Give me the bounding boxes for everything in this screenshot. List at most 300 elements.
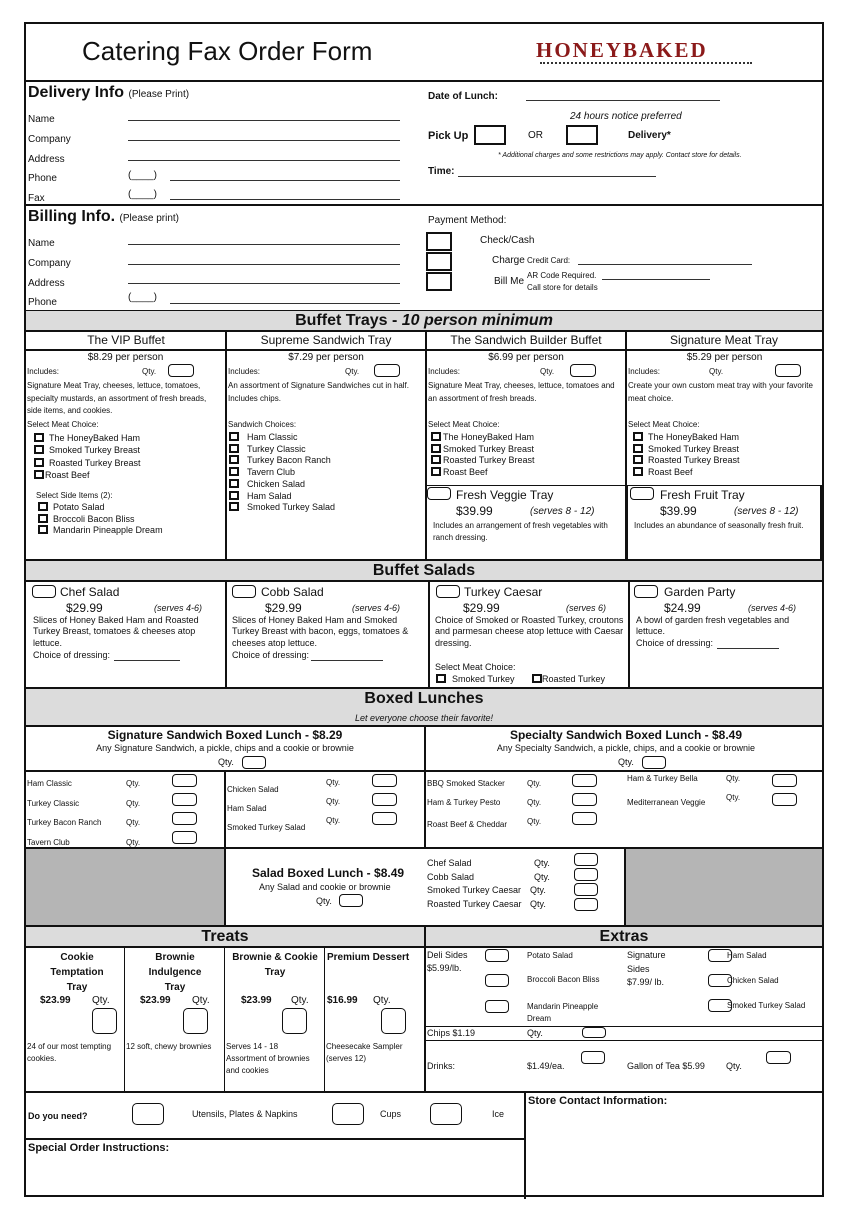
checkbox-icon[interactable]	[229, 491, 239, 500]
deli-item-label: Broccoli Bacon Bliss	[527, 975, 600, 984]
deli-label: Deli Sides	[427, 950, 468, 960]
order-form	[24, 22, 824, 1197]
meat-choice[interactable]: Roast Beef	[633, 467, 740, 479]
cobb-salad-description: Slices of Honey Baked Ham and Smoked Turkey Breast with bacon, eggs, tomatoes & cheeses atop lettuce.	[232, 615, 409, 648]
salad-boxed-panel	[226, 849, 624, 925]
checkbox-icon[interactable]	[34, 445, 44, 454]
broccoli-bacon-qty-input[interactable]	[485, 974, 509, 987]
qty-label: Qty.	[540, 367, 555, 376]
qty-label: Qty.	[530, 885, 546, 895]
meat-tray-meat-choices	[633, 432, 740, 479]
turkey-bacon-ranch-qty-input[interactable]	[172, 812, 197, 825]
salad-qty-labels	[534, 857, 550, 884]
brownie-tray-qty-input[interactable]	[183, 1008, 208, 1034]
billing-address-label: Address	[28, 277, 65, 289]
check-cash-label: Check/Cash	[480, 235, 535, 246]
qty-label: Qty.	[326, 816, 341, 825]
garden-party-serves: (serves 4-6)	[748, 603, 797, 613]
qty-label: Qty.	[618, 757, 634, 767]
qty-label: Qty.	[92, 995, 110, 1006]
signature-boxed-title: Signature Sandwich Boxed Lunch - $8.29	[107, 728, 343, 742]
meat-tray-description: Create your own custom meat tray with your favorite meat choice.	[628, 381, 813, 403]
qty-label: Qty.	[192, 995, 210, 1006]
roasted-caesar-boxed-qty[interactable]	[574, 898, 598, 911]
signature-meat-tray-panel	[627, 351, 822, 486]
delivery-phone-label: Phone	[28, 173, 57, 185]
signature-meat-tray-title: Signature Meat Tray	[669, 333, 779, 347]
premium-dessert-name: Premium Dessert	[327, 952, 410, 963]
honeybaked-logo: HONEYBAKED	[536, 38, 708, 62]
billing-company-input[interactable]	[128, 264, 400, 265]
delivery-name-input[interactable]	[128, 120, 400, 121]
qty-label: Qty.	[126, 818, 141, 827]
qty-label: Qty.	[709, 367, 724, 376]
turkey-classic-qty-input[interactable]	[172, 793, 197, 806]
cups-checkbox[interactable]	[332, 1103, 364, 1125]
supreme-sandwich-panel	[227, 351, 425, 559]
delivery-fax-label: Fax	[28, 193, 45, 205]
vip-description: Signature Meat Tray, cheeses, lettuce, tomatoes, specialty mustards, an assortment of fresh breads, side items, and cookies.	[27, 381, 207, 415]
vip-meat-label: Select Meat Choice:	[27, 420, 99, 429]
meat-tray-qty-input[interactable]	[775, 364, 801, 377]
brownie-tray-name: Brownie Indulgence Tray	[148, 952, 202, 993]
chips-qty-input[interactable]	[582, 1027, 606, 1038]
ham-salad-qty-input[interactable]	[372, 793, 397, 806]
date-of-lunch-input[interactable]	[526, 100, 720, 101]
checkbox-icon[interactable]	[34, 470, 44, 479]
call-store-text: Call store for details	[527, 283, 598, 292]
premium-dessert-price: $16.99	[327, 995, 358, 1006]
item-label: Chef Salad	[427, 858, 472, 868]
brownie-cookie-tray-description: Serves 14 - 18 Assortment of brownies and cookies	[226, 1042, 310, 1075]
includes-label: Includes:	[228, 367, 261, 376]
delivery-fields	[28, 110, 71, 209]
date-of-lunch-label: Date of Lunch:	[428, 91, 498, 102]
signature-boxed-qty-input[interactable]	[242, 756, 266, 769]
signature-price: $7.99/ lb.	[627, 977, 665, 987]
delivery-fax-input[interactable]	[170, 199, 400, 200]
sandwich-choice[interactable]: Turkey Bacon Ranch	[229, 455, 335, 467]
turkey-caesar-checkbox[interactable]	[436, 585, 460, 598]
cobb-salad-serves: (serves 4-6)	[352, 603, 401, 613]
garden-party-checkbox[interactable]	[634, 585, 658, 598]
supreme-description: An assortment of Signature Sandwiches cut in half. Includes chips.	[228, 381, 409, 403]
turkey-caesar-meat-label: Select Meat Choice:	[435, 662, 516, 672]
signature-items-right	[227, 780, 305, 837]
brownie-tray-description: 12 soft, chewy brownies	[126, 1042, 212, 1051]
qty-label: Qty.	[726, 1061, 742, 1071]
gray-filler-right	[626, 849, 822, 925]
checkbox-icon[interactable]	[431, 432, 441, 441]
specialty-boxed-description: Any Specialty Sandwich, a pickle, chips, and a cookie or brownie	[496, 743, 756, 753]
cobb-dressing-input[interactable]	[311, 660, 383, 661]
specialty-qty-labels-left	[527, 774, 541, 831]
chips-label: Chips $1.19	[427, 1028, 476, 1038]
checkbox-icon[interactable]	[229, 432, 239, 441]
item-label: Turkey Classic	[27, 798, 80, 808]
turkey-caesar-price: $29.99	[463, 601, 500, 615]
item-label: Chicken Salad	[227, 785, 279, 794]
cookie-tray-qty-input[interactable]	[92, 1008, 117, 1034]
meat-choice[interactable]: The HoneyBaked Ham	[431, 432, 535, 444]
checkbox-icon[interactable]	[633, 444, 643, 453]
delivery-title: Delivery Info (Please Print)	[28, 84, 190, 101]
pickup-checkbox[interactable]	[474, 125, 506, 145]
signature-qty-labels-left	[126, 774, 140, 852]
brownie-cookie-tray-panel	[225, 948, 324, 1091]
billing-fields	[28, 234, 71, 313]
smoked-caesar-boxed-qty[interactable]	[574, 883, 598, 896]
checkbox-icon[interactable]	[229, 444, 239, 453]
qty-label: Qty.	[142, 367, 157, 376]
meat-choice[interactable]: The HoneyBaked Ham	[34, 432, 141, 444]
ice-label: Ice	[492, 1109, 505, 1119]
cobb-salad-boxed-qty[interactable]	[574, 868, 598, 881]
logo-dots	[540, 62, 752, 64]
cobb-salad-checkbox[interactable]	[232, 585, 256, 598]
charge-label: Charge	[492, 255, 525, 266]
store-contact-area	[528, 1112, 818, 1196]
signature-item-label: Ham Salad	[727, 951, 767, 960]
fruit-tray-panel	[627, 485, 822, 560]
bill-me-checkbox[interactable]	[426, 272, 452, 291]
credit-card-label: Credit Card:	[527, 256, 571, 265]
salad-boxed-description: Any Salad and cookie or brownie	[259, 882, 391, 892]
cobb-salad-panel	[227, 582, 427, 687]
buffet-trays-minimum: 10 person minimum	[401, 312, 553, 329]
item-label: Ham Salad	[227, 804, 267, 813]
meat-choice[interactable]: Smoked Turkey Breast	[633, 444, 740, 456]
cups-label: Cups	[380, 1109, 402, 1119]
supreme-sandwich-choices	[229, 432, 335, 514]
ham-turkey-pesto-qty-input[interactable]	[572, 793, 597, 806]
specialty-boxed-qty-input[interactable]	[642, 756, 666, 769]
fruit-tray-checkbox[interactable]	[630, 487, 654, 500]
deli-price: $5.99/lb.	[427, 962, 462, 973]
buffet-salads-title: Buffet Salads	[372, 562, 476, 579]
vip-meat-choices	[34, 432, 141, 481]
credit-card-input[interactable]	[578, 264, 752, 265]
billing-phone-area[interactable]: (____)	[128, 292, 157, 303]
sandwich-choice[interactable]: Ham Classic	[229, 432, 335, 444]
delivery-phone-input[interactable]	[170, 180, 400, 181]
turkey-caesar-panel	[430, 582, 628, 687]
checkbox-icon[interactable]	[38, 502, 48, 511]
cookie-tray-description: 24 of our most tempting cookies.	[27, 1042, 112, 1063]
chef-dressing-input[interactable]	[114, 660, 180, 661]
billing-name-label: Name	[28, 238, 55, 249]
qty-label: Qty.	[218, 757, 234, 767]
salad-boxed-title: Salad Boxed Lunch - $8.49	[252, 866, 405, 880]
pickup-label: Pick Up	[428, 130, 469, 142]
utensils-label: Utensils, Plates & Napkins	[192, 1109, 298, 1119]
builder-price: $6.99 per person	[488, 352, 564, 363]
boxed-lunches-header	[26, 689, 822, 725]
delivery-fax-area[interactable]: (____)	[128, 189, 157, 200]
sandwich-choice[interactable]: Smoked Turkey Salad	[229, 502, 335, 514]
checkbox-icon[interactable]	[633, 467, 643, 476]
qty-label: Qty.	[527, 1028, 543, 1038]
gray-filler-left	[26, 849, 224, 925]
premium-dessert-description: Cheesecake Sampler (serves 12)	[326, 1042, 403, 1063]
smoked-turkey-salad-qty-input[interactable]	[372, 812, 397, 825]
delivery-name-label: Name	[28, 114, 55, 125]
qty-label: Qty.	[534, 858, 550, 868]
side-choice[interactable]: Broccoli Bacon Bliss	[38, 514, 163, 526]
turkey-caesar-description: Choice of Smoked or Roasted Turkey, croutons and parmesan cheese atop lettuce with Caesar dressing.	[435, 615, 624, 648]
checkbox-icon[interactable]	[229, 479, 239, 488]
deli-item-label: Mandarin Pineapple Dream	[527, 1002, 599, 1023]
garden-party-description: A bowl of garden fresh vegetables and lettuce.	[636, 615, 790, 637]
salad-boxed-qty-input[interactable]	[339, 894, 363, 907]
turkey-caesar-name: Turkey Caesar	[464, 585, 543, 599]
mandarin-pineapple-qty-input[interactable]	[485, 1000, 509, 1013]
mediterranean-veggie-qty-input[interactable]	[772, 793, 797, 806]
buffet-trays-title: Buffet Trays -	[295, 312, 402, 329]
meat-choice[interactable]: Roast Beef	[431, 467, 535, 479]
meat-tray-meat-label: Select Meat Choice:	[628, 420, 700, 429]
checkbox-icon[interactable]	[34, 458, 44, 467]
tavern-club-qty-input[interactable]	[172, 831, 197, 844]
includes-label: Includes:	[27, 367, 60, 376]
vip-price: $8.29 per person	[87, 352, 164, 363]
checkbox-icon[interactable]	[34, 433, 44, 442]
brownie-cookie-tray-price: $23.99	[241, 995, 272, 1006]
side-choice[interactable]: Potato Salad	[38, 502, 163, 514]
smoked-turkey-choice[interactable]: Smoked Turkey	[436, 674, 515, 684]
delivery-company-input[interactable]	[128, 140, 400, 141]
check-cash-checkbox[interactable]	[426, 232, 452, 251]
signature-item-label: Smoked Turkey Salad	[727, 1001, 806, 1010]
checkbox-icon[interactable]	[431, 467, 441, 476]
garden-party-price: $24.99	[664, 601, 701, 615]
payment-method-label: Payment Method:	[428, 215, 507, 226]
brownie-tray-price: $23.99	[140, 995, 171, 1006]
billing-company-label: Company	[28, 257, 71, 269]
veggie-tray-panel	[426, 485, 626, 560]
drinks-qty-input[interactable]	[581, 1051, 605, 1064]
chef-salad-serves: (serves 4-6)	[154, 603, 203, 613]
salad-boxed-items	[427, 857, 522, 911]
qty-label: Qty.	[316, 896, 332, 906]
utensils-checkbox[interactable]	[132, 1103, 164, 1125]
builder-meat-label: Select Meat Choice:	[428, 420, 500, 429]
qty-label: Qty.	[726, 793, 741, 802]
chef-salad-panel	[26, 582, 225, 687]
time-label: Time:	[428, 166, 455, 177]
signature-items-left	[27, 774, 101, 852]
delivery-checkbox[interactable]	[566, 125, 598, 145]
supreme-qty-input[interactable]	[374, 364, 400, 377]
bbq-smoked-stacker-qty-input[interactable]	[572, 774, 597, 787]
cobb-salad-price: $29.99	[265, 601, 302, 615]
item-label: Mediterranean Veggie	[627, 798, 706, 807]
checkbox-icon[interactable]	[633, 455, 643, 464]
extras-title: Extras	[599, 928, 649, 945]
vip-sides-label: Select Side Items (2):	[36, 491, 113, 500]
time-input[interactable]	[458, 176, 656, 177]
boxed-lunches-title: Boxed Lunches	[364, 690, 484, 707]
do-you-need-label: Do you need?	[28, 1111, 88, 1121]
treats-title: Treats	[201, 928, 249, 945]
supreme-choice-label: Sandwich Choices:	[228, 420, 297, 429]
buffet-trays-header	[26, 311, 822, 331]
meat-choice[interactable]: Roast Beef	[34, 469, 141, 481]
cobb-dressing-label: Choice of dressing:	[232, 650, 310, 660]
buffet-columns	[26, 331, 822, 351]
roast-beef-cheddar-qty-input[interactable]	[572, 812, 597, 825]
includes-label: Includes:	[428, 367, 461, 376]
veggie-tray-name: Fresh Veggie Tray	[456, 488, 554, 502]
checkbox-icon[interactable]	[229, 502, 239, 511]
fruit-tray-name: Fresh Fruit Tray	[660, 488, 745, 502]
vip-buffet-title: The VIP Buffet	[87, 333, 165, 347]
fruit-tray-description: Includes an abundance of seasonally fresh fruit.	[634, 521, 804, 530]
includes-label: Includes:	[628, 367, 661, 376]
chef-salad-boxed-qty[interactable]	[574, 853, 598, 866]
veggie-tray-serves: (serves 8 - 12)	[530, 506, 595, 517]
signature-label: Signature Sides	[627, 950, 666, 974]
fruit-tray-serves: (serves 8 - 12)	[734, 506, 799, 517]
qty-label: Qty.	[291, 995, 309, 1006]
veggie-tray-description: Includes an arrangement of fresh vegetables with ranch dressing.	[433, 521, 608, 542]
premium-dessert-qty-input[interactable]	[381, 1008, 406, 1034]
deli-item-label: Potato Salad	[527, 951, 573, 960]
turkey-caesar-serves: (serves 6)	[566, 603, 607, 613]
vip-qty-input[interactable]	[168, 364, 194, 377]
builder-meat-choices	[431, 432, 535, 479]
qty-label: Qty.	[126, 798, 141, 808]
item-label: Cobb Salad	[427, 871, 475, 882]
ham-turkey-bella-qty-input[interactable]	[772, 774, 797, 787]
builder-description: Signature Meat Tray, cheeses, lettuce, tomatoes and an assortment of fresh breads.	[428, 381, 615, 403]
extras-header	[426, 927, 822, 947]
checkbox-icon[interactable]	[436, 674, 446, 683]
checkbox-icon[interactable]	[229, 467, 239, 476]
checkbox-icon[interactable]	[431, 444, 441, 453]
meat-choice[interactable]: The HoneyBaked Ham	[633, 432, 740, 444]
checkbox-icon[interactable]	[38, 525, 48, 534]
tea-label: Gallon of Tea $5.99	[627, 1061, 705, 1071]
chef-salad-description: Slices of Honey Baked Ham and Roasted Turkey Breast, tomatoes & cheeses atop lettuce.	[33, 615, 199, 648]
cookie-tray-name: Cookie Temptation Tray	[50, 952, 104, 993]
cobb-salad-name: Cobb Salad	[261, 585, 324, 599]
sandwich-choice[interactable]: Ham Salad	[229, 491, 335, 503]
billing-phone-label: Phone	[28, 297, 57, 309]
sandwich-choice[interactable]: Tavern Club	[229, 467, 335, 479]
qty-label: Qty.	[126, 837, 141, 847]
signature-qty-labels-right	[326, 773, 340, 830]
signature-item-label: Chicken Salad	[727, 976, 779, 985]
garden-dressing-input[interactable]	[717, 648, 779, 649]
qty-label: Qty.	[726, 774, 741, 783]
drinks-label: Drinks:	[427, 1061, 456, 1071]
checkbox-icon[interactable]	[38, 514, 48, 523]
delivery-phone-area[interactable]: (____)	[128, 170, 157, 181]
signature-boxed-description: Any Signature Sandwich, a pickle, chips and a cookie or brownie	[96, 743, 354, 753]
item-label: BBQ Smoked Stacker	[427, 779, 505, 788]
builder-qty-input[interactable]	[570, 364, 596, 377]
item-label: Smoked Turkey Caesar	[427, 885, 522, 895]
meat-choice[interactable]: Roasted Turkey Breast	[633, 455, 740, 467]
meat-choice[interactable]: Roasted Turkey Breast	[34, 457, 141, 469]
supreme-price: $7.29 per person	[288, 352, 364, 363]
form-header	[26, 24, 822, 80]
chef-dressing-label: Choice of dressing:	[33, 650, 111, 660]
potato-salad-qty-input[interactable]	[485, 949, 509, 962]
checkbox-icon[interactable]	[431, 455, 441, 464]
tea-qty-input[interactable]	[766, 1051, 791, 1064]
chef-salad-name: Chef Salad	[60, 585, 120, 599]
ice-checkbox[interactable]	[430, 1103, 462, 1125]
special-instructions-input[interactable]	[28, 1158, 522, 1196]
charge-checkbox[interactable]	[426, 252, 452, 271]
qty-label: Qty.	[373, 995, 391, 1006]
checkbox-icon[interactable]	[633, 432, 643, 441]
item-label: Ham & Turkey Pesto	[427, 798, 501, 807]
checkbox-icon[interactable]	[532, 674, 542, 683]
qty-label: Qty.	[326, 797, 341, 806]
qty-label: Qty.	[527, 817, 542, 826]
brownie-tray-panel	[125, 948, 224, 1091]
billing-name-input[interactable]	[128, 244, 400, 245]
roasted-turkey-choice[interactable]: Roasted Turkey	[532, 674, 605, 684]
garden-party-panel	[630, 582, 822, 687]
cookie-tray-price: $23.99	[40, 995, 71, 1006]
sandwich-choice[interactable]: Chicken Salad	[229, 479, 335, 491]
supreme-sandwich-title: Supreme Sandwich Tray	[260, 333, 392, 347]
billing-address-input[interactable]	[128, 283, 400, 284]
sandwich-builder-title: The Sandwich Builder Buffet	[450, 333, 602, 347]
meat-choice[interactable]: Smoked Turkey Breast	[431, 444, 535, 456]
chef-salad-checkbox[interactable]	[32, 585, 56, 598]
qty-label: Qty.	[326, 778, 341, 787]
premium-dessert-panel	[325, 948, 424, 1091]
ar-code-input[interactable]	[602, 279, 710, 280]
cookie-tray-panel	[26, 948, 124, 1091]
ar-code-label: AR Code Required.	[527, 271, 597, 280]
delivery-label: Delivery*	[628, 130, 671, 141]
sandwich-choice[interactable]: Turkey Classic	[229, 444, 335, 456]
chicken-salad-qty-input[interactable]	[372, 774, 397, 787]
delivery-disclaimer: * Additional charges and some restrictions may apply. Contact store for details.	[498, 152, 742, 159]
delivery-address-input[interactable]	[128, 160, 400, 161]
billing-phone-input[interactable]	[170, 303, 400, 304]
meat-choice[interactable]: Smoked Turkey Breast	[34, 444, 141, 456]
billing-title: Billing Info. (Please print)	[28, 208, 180, 225]
specialty-boxed-title: Specialty Sandwich Boxed Lunch - $8.49	[509, 728, 743, 742]
item-label: Turkey Bacon Ranch	[27, 818, 102, 827]
item-label: Tavern Club	[27, 837, 70, 847]
delivery-address-label: Address	[28, 153, 65, 165]
bill-me-label: Bill Me	[494, 276, 525, 287]
vip-side-choices	[38, 502, 163, 537]
delivery-company-label: Company	[28, 133, 71, 145]
veggie-tray-checkbox[interactable]	[427, 487, 451, 500]
specialty-items-left	[427, 774, 507, 834]
checkbox-icon[interactable]	[229, 455, 239, 464]
meat-tray-price: $5.29 per person	[686, 352, 763, 363]
meat-choice[interactable]: Roasted Turkey Breast	[431, 455, 535, 467]
item-label: Roast Beef & Cheddar	[427, 820, 508, 829]
side-choice[interactable]: Mandarin Pineapple Dream	[38, 525, 163, 537]
drinks-price: $1.49/ea.	[527, 1061, 565, 1071]
qty-label: Qty.	[534, 871, 550, 882]
brownie-cookie-tray-qty-input[interactable]	[282, 1008, 307, 1034]
salad-qty-labels-2	[530, 884, 546, 911]
vip-buffet-panel	[26, 351, 225, 559]
ham-classic-qty-input[interactable]	[172, 774, 197, 787]
